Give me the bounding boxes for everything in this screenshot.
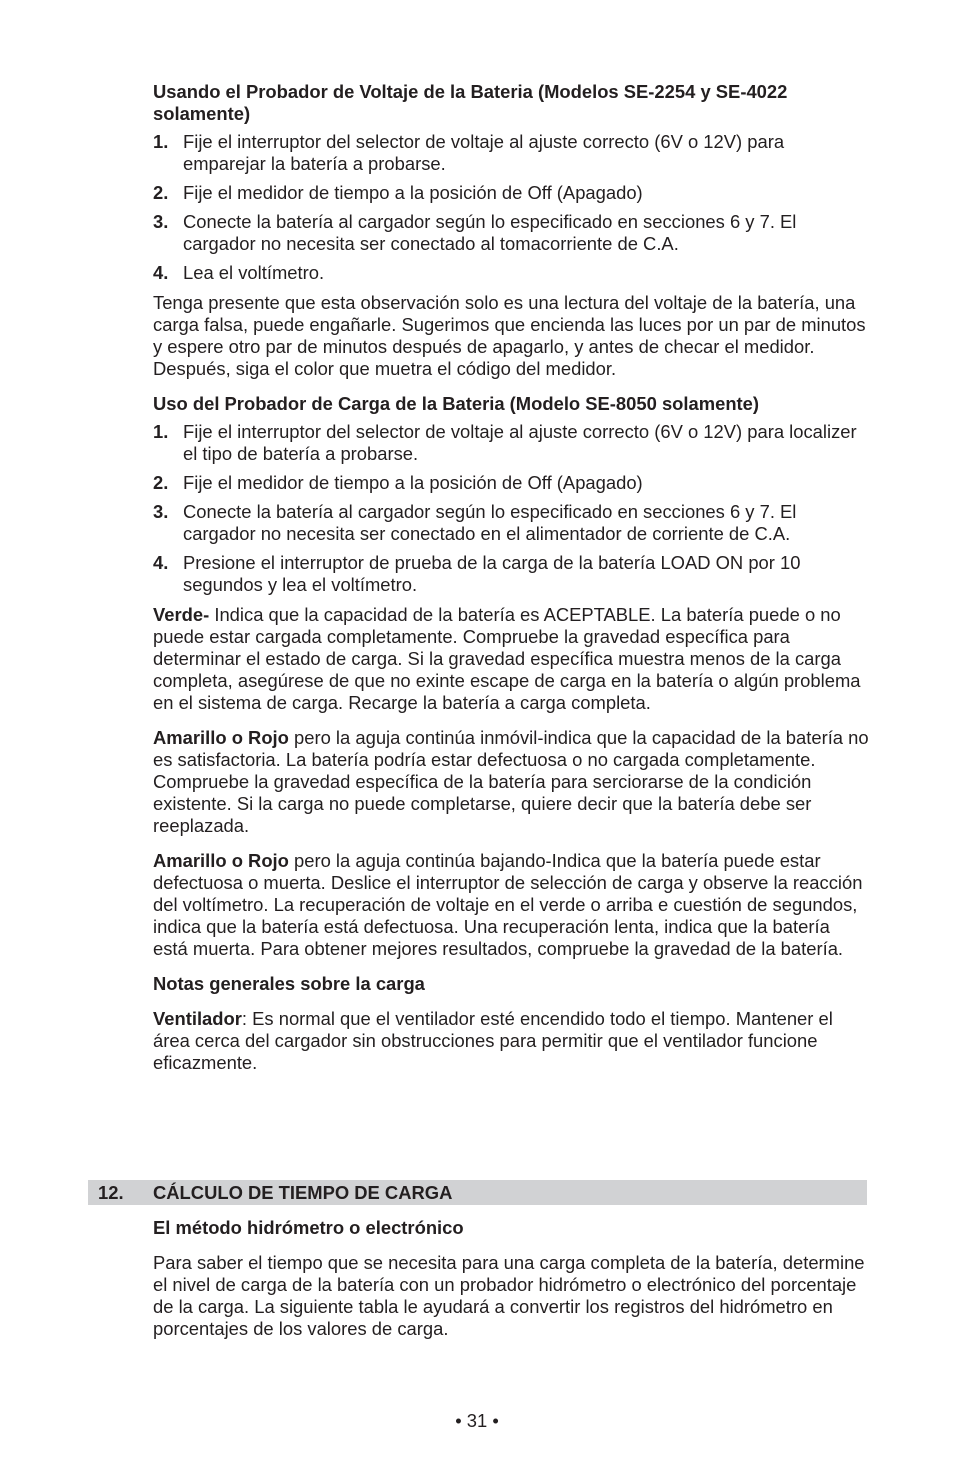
main-content	[153, 81, 869, 1074]
list-item	[153, 211, 869, 255]
section-subheading-hydrometer: El método hidrómetro o electrónico	[153, 1217, 464, 1238]
voltage-note-paragraph: Tenga presente que esta observación solo es una lectura del voltaje de la batería, una carga falsa, puede engañarle. Sugerimos que encienda las luces por un par de minutos y espere otro par de minutos después de apagarlo, y antes de checar el medidor. Después, siga el color que muetra el código del medidor.	[153, 292, 866, 379]
step-text: Presione el interruptor de prueba de la carga de la batería LOAD ON por 10 segundos y lea el voltímetro.	[183, 552, 801, 595]
list-item	[153, 131, 869, 175]
section-12-header-bar	[88, 1180, 867, 1205]
step-text: Fije el medidor de tiempo a la posición de Off (Apagado)	[183, 472, 643, 493]
step-number: 4.	[153, 262, 169, 283]
charge-time-paragraph: Para saber el tiempo que se necesita para una carga completa de la batería, determine el nivel de carga de la batería con un probador hidrómetro o electrónico del porcentaje de la carga. La siguiente tabla le ayudará a convertir los registros del hidrómetro en porcentajes de los valores de carga.	[153, 1252, 865, 1339]
yellow-red-dropping-paragraph	[153, 850, 869, 960]
section-heading-load-tester: Uso del Probador de Carga de la Bateria (Modelo SE-8050 solamente)	[153, 393, 760, 414]
section-heading-voltage-tester: Usando el Probador de Voltaje de la Bateria (Modelos SE-2254 y SE-4022 solamente)	[153, 81, 788, 124]
step-text: Fije el medidor de tiempo a la posición de Off (Apagado)	[183, 182, 643, 203]
list-item	[153, 421, 869, 465]
list-item	[153, 552, 869, 596]
step-number: 4.	[153, 552, 169, 573]
list-item	[153, 472, 869, 494]
yellow-red-label: Amarillo o Rojo	[153, 727, 289, 748]
step-text: Lea el voltímetro.	[183, 262, 325, 283]
fan-label: Ventilador	[153, 1008, 242, 1029]
step-number: 1.	[153, 421, 169, 442]
section-title: CÁLCULO DE TIEMPO DE CARGA	[153, 1182, 453, 1203]
step-number: 1.	[153, 131, 169, 152]
voltage-tester-steps	[153, 131, 869, 284]
step-number: 3.	[153, 501, 169, 522]
step-number: 3.	[153, 211, 169, 232]
fan-text: : Es normal que el ventilador esté encendido todo el tiempo. Mantener el área cerca del cargador sin obstrucciones para permitir que el ventilador funcione eficazmente.	[153, 1008, 833, 1073]
list-item	[153, 501, 869, 545]
step-number: 2.	[153, 182, 169, 203]
list-item	[153, 262, 869, 284]
section-number: 12.	[98, 1182, 124, 1203]
step-text: Conecte la batería al cargador según lo especificado en secciones 6 y 7. El cargador no necesita ser conectado al tomacorriente de C.A.	[183, 211, 797, 254]
yellow-red-label: Amarillo o Rojo	[153, 850, 289, 871]
step-text: Fije el interruptor del selector de voltaje al ajuste correcto (6V o 12V) para localizer el tipo de batería a probarse.	[183, 421, 857, 464]
step-number: 2.	[153, 472, 169, 493]
yellow-red-text: pero la aguja continúa bajando-Indica que la batería puede estar defectuosa o muerta. Deslice el interruptor de selección de carga y observe la reacción del voltímetro. La recuperación de voltaje en el verde o arriba e cuestión de segundos, indica que la batería está defectuosa. Una recuperación lenta, indica que la batería está muerta. Para obtener mejores resultados, compruebe la gravedad de la batería.	[153, 850, 863, 959]
green-text: Indica que la capacidad de la batería es ACEPTABLE. La batería puede o no puede estar cargada completamente. Compruebe la gravedad específica para determinar el estado de carga. Si la gravedad específica muestra menos de la carga completa, asegúrese de que no exinte escape de carga en la batería o algún problema en el sistema de carga. Recarge la batería a carga completa.	[153, 604, 861, 713]
yellow-red-text: pero la aguja continúa inmóvil-indica que la capacidad de la batería no es satisfactoria. La batería podría estar defectuosa o no cargada completamente. Compruebe la gravedad específica de la batería para serciorarse de la condición existente. Si la carga no puede completarse, quiere decir que la batería debe ser reeplazada.	[153, 727, 869, 836]
yellow-red-steady-paragraph	[153, 727, 869, 837]
load-tester-steps	[153, 421, 869, 596]
page-number: • 31 •	[455, 1410, 499, 1431]
green-paragraph	[153, 604, 869, 714]
step-text: Conecte la batería al cargador según lo especificado en secciones 6 y 7. El cargador no necesita ser conectado en el alimentador de corriente de C.A.	[183, 501, 797, 544]
section-heading-notes: Notas generales sobre la carga	[153, 973, 425, 994]
list-item	[153, 182, 869, 204]
section-12-content	[153, 1217, 869, 1340]
green-label: Verde-	[153, 604, 210, 625]
fan-paragraph	[153, 1008, 869, 1074]
step-text: Fije el interruptor del selector de voltaje al ajuste correcto (6V o 12V) para emparejar la batería a probarse.	[183, 131, 785, 174]
